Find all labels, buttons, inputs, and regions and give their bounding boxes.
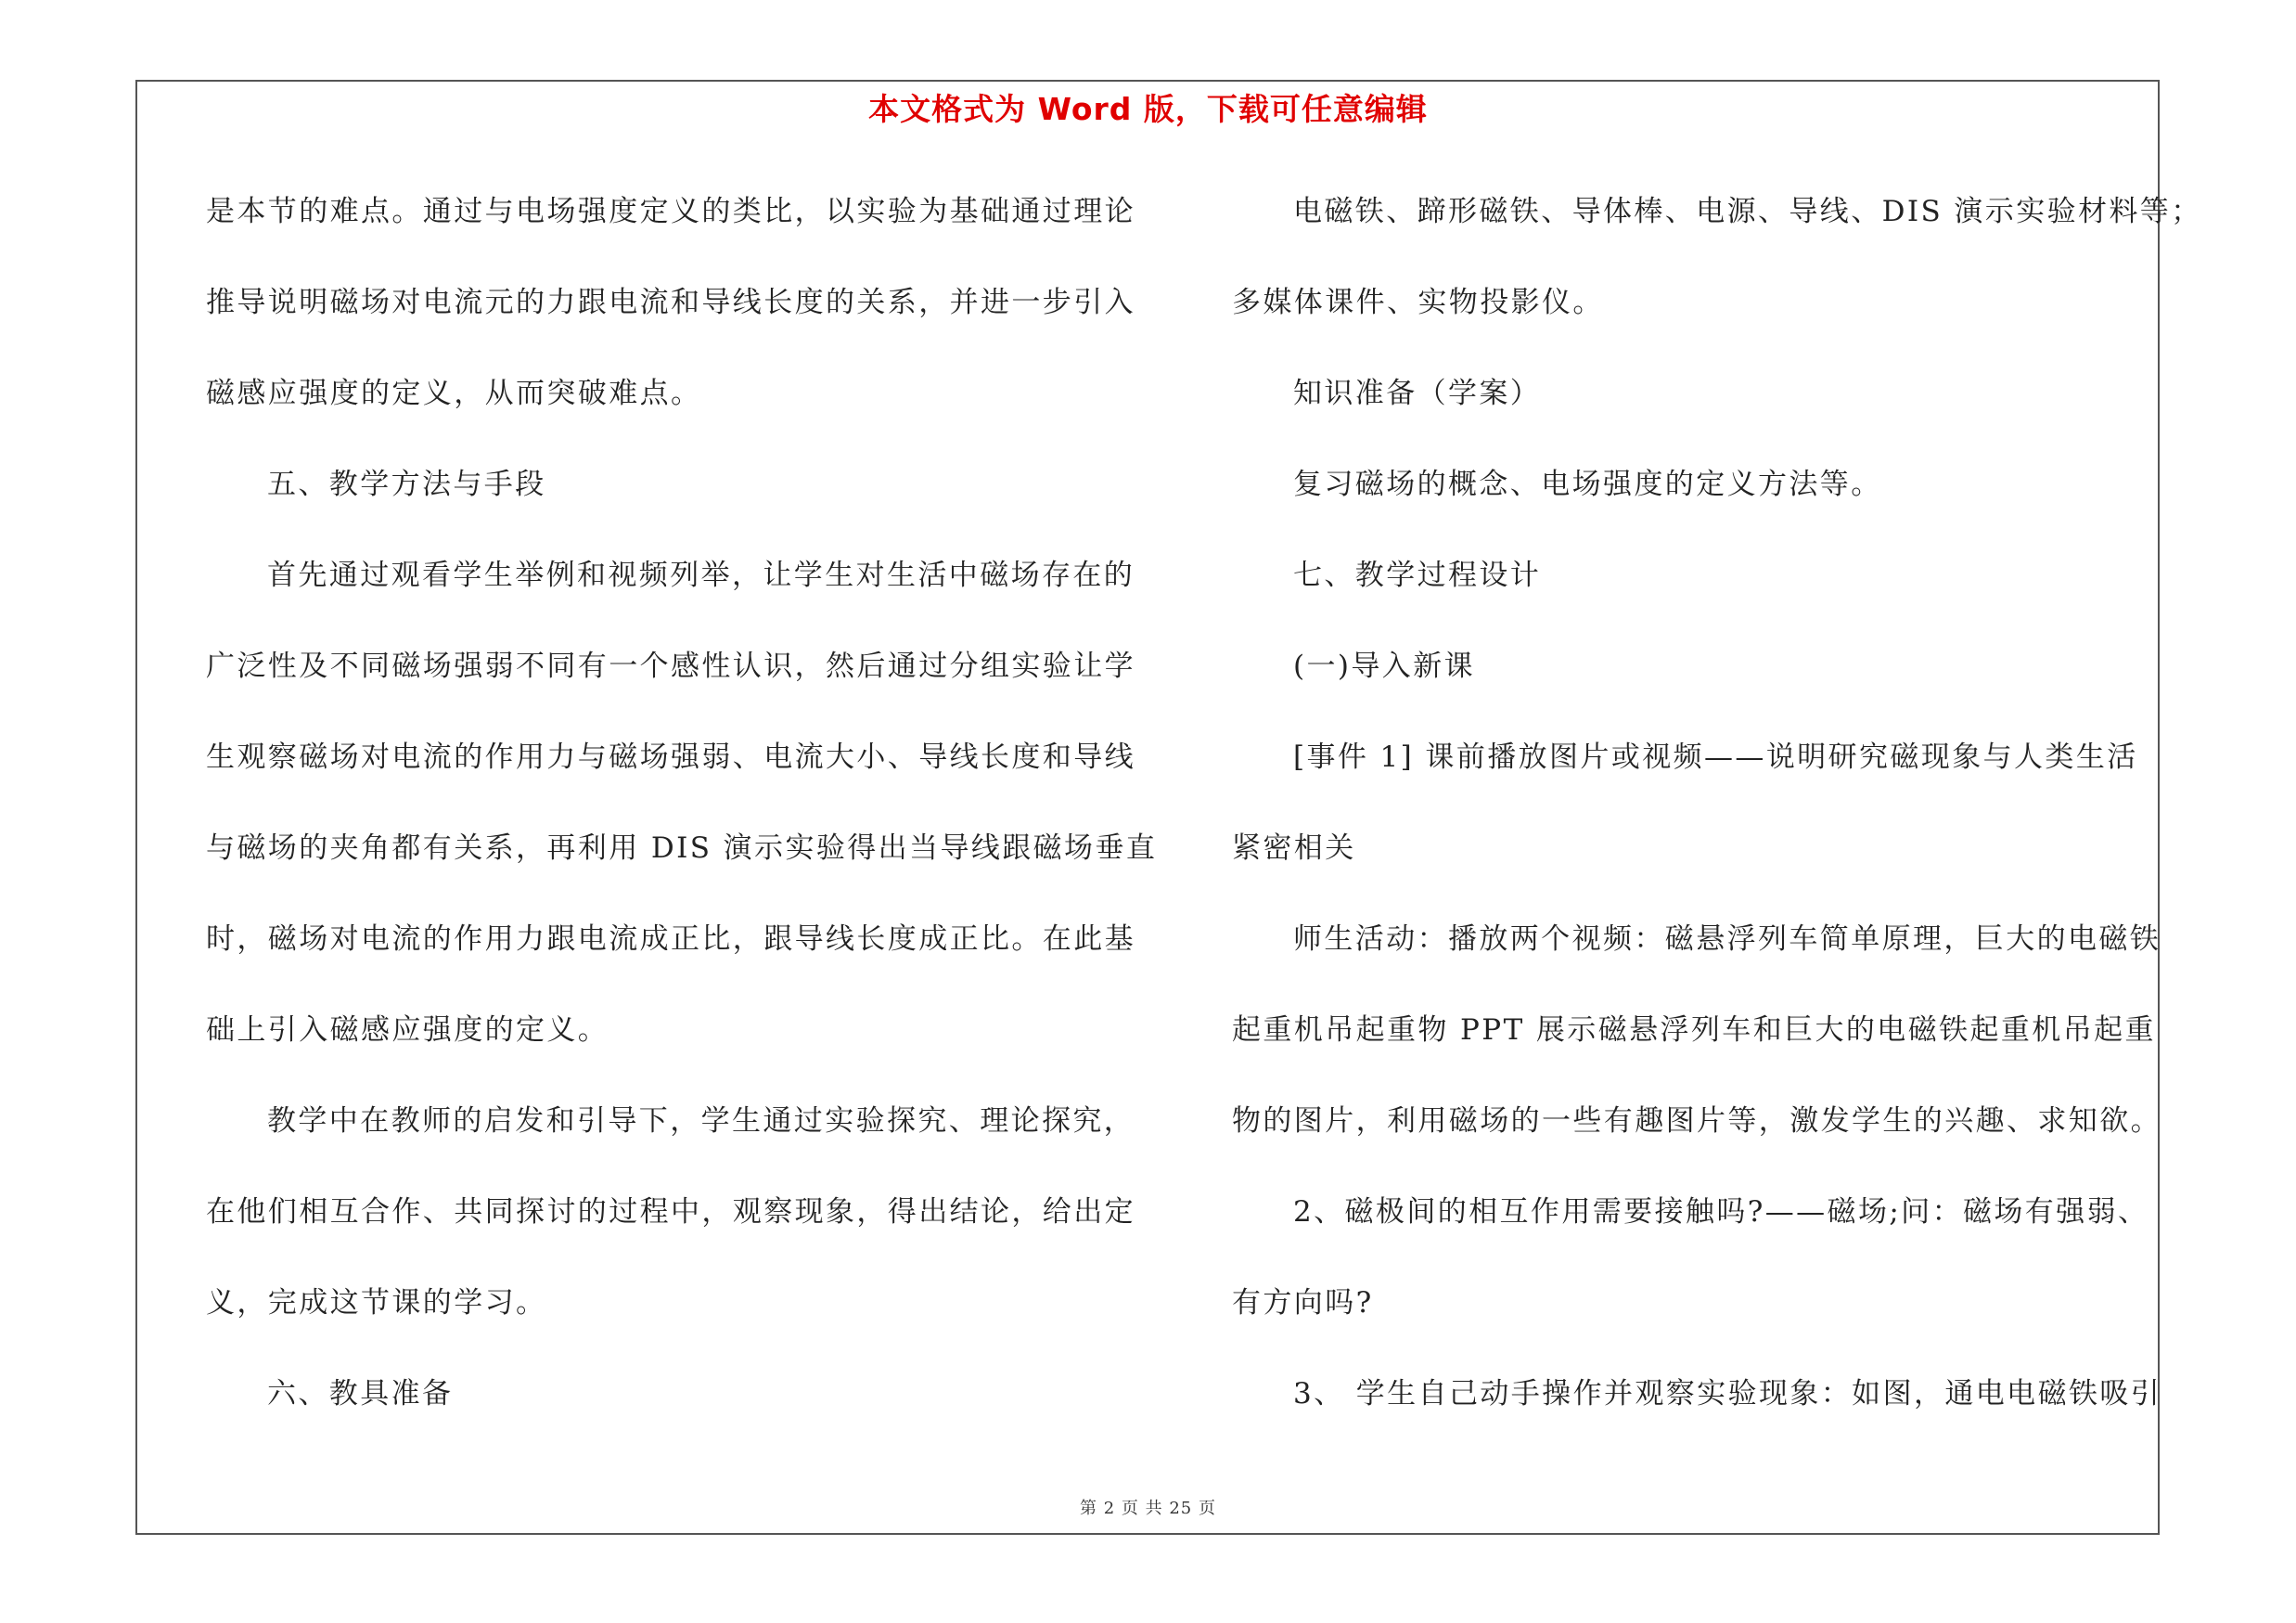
text-line: 生观察磁场对电流的作用力与磁场强弱、电流大小、导线长度和导线: [206, 741, 1135, 774]
section-heading: 六、教具准备: [267, 1377, 454, 1410]
text-line: 紧密相关: [1232, 831, 1356, 865]
text-line: 教学中在教师的启发和引导下，学生通过实验探究、理论探究，: [267, 1104, 1135, 1138]
text-line: 推导说明磁场对电流元的力跟电流和导线长度的关系，并进一步引入: [206, 286, 1135, 319]
text-line: 起重机吊起重物 PPT 展示磁悬浮列车和巨大的电磁铁起重机吊起重: [1232, 1013, 2156, 1047]
text-line: 有方向吗?: [1232, 1286, 1374, 1320]
text-line: 2、磁极间的相互作用需要接触吗?——磁场;问：磁场有强弱、: [1293, 1195, 2149, 1229]
text-line: 复习磁场的概念、电场强度的定义方法等。: [1293, 468, 1882, 501]
text-line: 多媒体课件、实物投影仪。: [1232, 286, 1604, 319]
page-header: 本文格式为 Word 版，下载可任意编辑: [868, 91, 1428, 127]
text-line: 知识准备（学案）: [1293, 377, 1542, 410]
text-line: 磁感应强度的定义，从而突破难点。: [206, 377, 702, 410]
text-line: 是本节的难点。通过与电场强度定义的类比，以实验为基础通过理论: [206, 195, 1135, 228]
text-line: 在他们相互合作、共同探讨的过程中，观察现象，得出结论，给出定: [206, 1195, 1135, 1229]
text-line: [事件 1] 课前播放图片或视频——说明研究磁现象与人类生活: [1293, 741, 2138, 774]
section-heading: 五、教学方法与手段: [267, 468, 546, 501]
text-line: 广泛性及不同磁场强弱不同有一个感性认识，然后通过分组实验让学: [206, 650, 1135, 683]
text-line: 首先通过观看学生举例和视频列举，让学生对生活中磁场存在的: [267, 559, 1135, 592]
page-number-footer: 第 2 页 共 25 页: [1080, 1499, 1216, 1518]
text-line: 电磁铁、蹄形磁铁、导体棒、电源、导线、DIS 演示实验材料等；: [1293, 195, 2202, 228]
text-line: 师生活动：播放两个视频：磁悬浮列车简单原理，巨大的电磁铁: [1293, 922, 2161, 956]
subsection-heading: (一)导入新课: [1293, 650, 1475, 683]
text-line: 3、 学生自己动手操作并观察实验现象：如图，通电电磁铁吸引: [1293, 1377, 2162, 1410]
text-line: 与磁场的夹角都有关系，再利用 DIS 演示实验得出当导线跟磁场垂直: [206, 831, 1158, 865]
text-line: 义，完成这节课的学习。: [206, 1286, 547, 1320]
text-line: 时，磁场对电流的作用力跟电流成正比，跟导线长度成正比。在此基: [206, 922, 1135, 956]
text-line: 物的图片，利用磁场的一些有趣图片等，激发学生的兴趣、求知欲。: [1232, 1104, 2161, 1138]
text-line: 础上引入磁感应强度的定义。: [206, 1013, 609, 1047]
section-heading: 七、教学过程设计: [1293, 559, 1542, 592]
